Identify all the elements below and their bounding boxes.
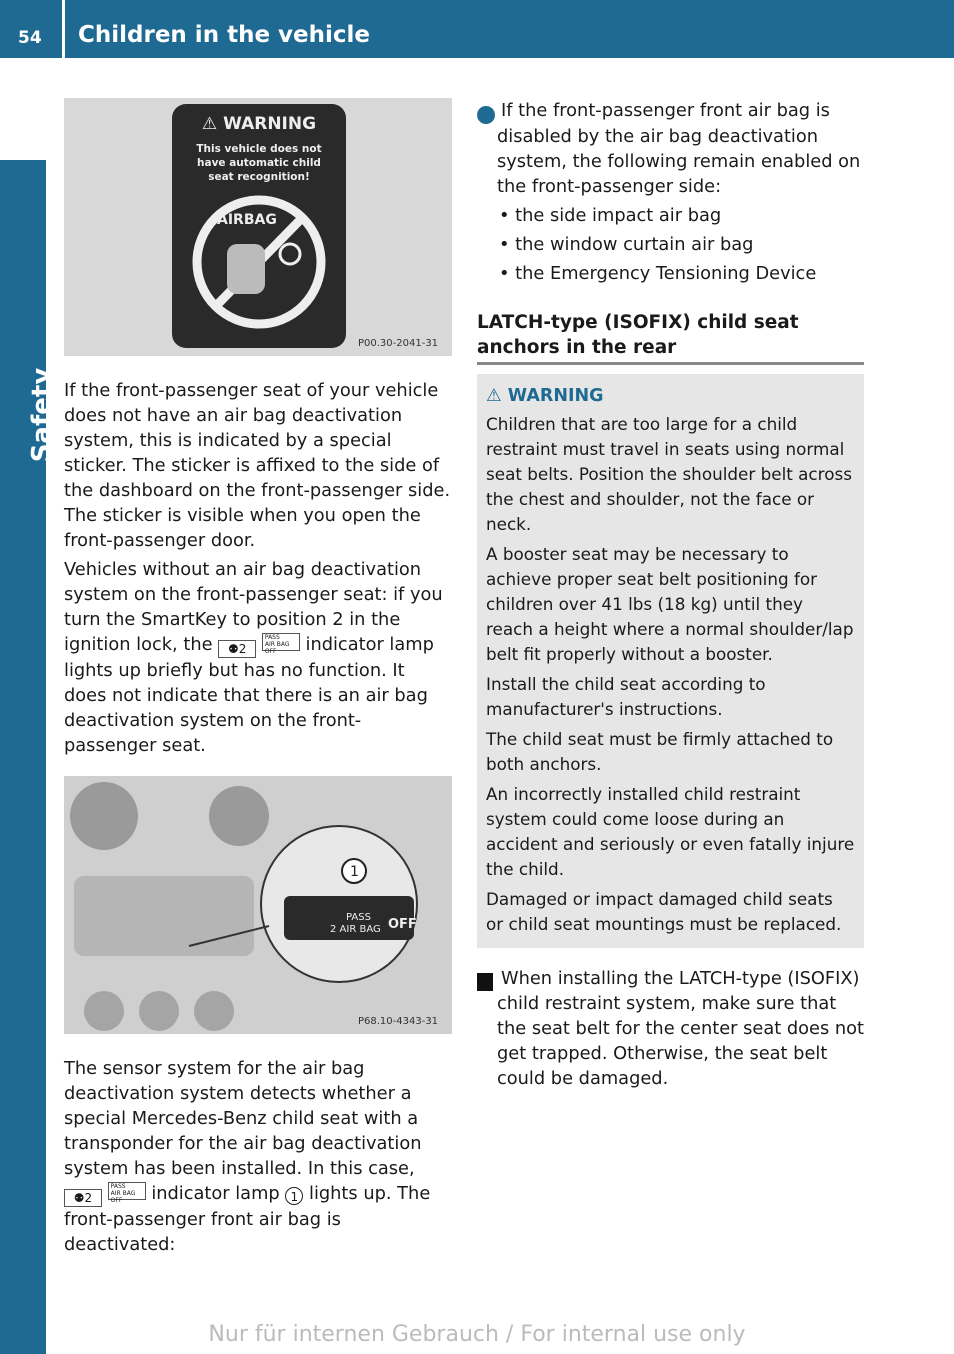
warning-box bbox=[477, 374, 864, 948]
dashboard-figure bbox=[64, 776, 452, 1034]
warning-paragraph: Install the child seat according to manufacturer's instructions. bbox=[486, 674, 766, 719]
header-divider bbox=[62, 0, 65, 58]
sticker-airbag-word: AIRBAG bbox=[217, 212, 277, 228]
warning-sticker-figure bbox=[64, 98, 452, 356]
pass-airbag-off-icon: PASS AIR BAG OFF bbox=[262, 633, 300, 651]
warning-paragraph: An incorrectly installed child restraint system could come loose during an accident and seriously or even fatally injure the child. bbox=[486, 784, 855, 879]
pass-airbag-off-icon: PASS AIR BAG OFF bbox=[108, 1182, 146, 1200]
page-header bbox=[0, 0, 954, 58]
right-column bbox=[471, 98, 865, 1095]
warning-sticker bbox=[172, 104, 346, 348]
lamp-pass-text: PASS bbox=[346, 912, 371, 923]
footer-watermark: Nur für internen Gebrauch / For internal use only bbox=[208, 1322, 746, 1347]
seat-occupancy-icon: ⚉2 bbox=[64, 1189, 102, 1207]
figure-code: P68.10-4343-31 bbox=[358, 1016, 439, 1027]
dashboard-illustration bbox=[64, 776, 452, 1034]
warning-heading: ⚠ WARNING bbox=[486, 386, 604, 406]
seat-occupancy-icon: ⚉2 bbox=[218, 640, 256, 658]
callout-1-icon: 1 bbox=[285, 1187, 303, 1205]
caution-icon: ! bbox=[477, 973, 493, 991]
section-heading: LATCH-type (ISOFIX) child seat anchors in the rear bbox=[477, 310, 864, 365]
list-item: • the Emergency Tensioning Device bbox=[499, 263, 817, 284]
figure-code: P00.30-2041-31 bbox=[358, 338, 439, 349]
warning-paragraph: A booster seat may be necessary to achieve proper seat belt positioning for children over 41 lbs (18 kg) until they reach a height where a normal shoulder/lap belt fit properly without a booster. bbox=[486, 544, 854, 664]
sticker-text: This vehicle does not have automatic child seat recognition! bbox=[196, 143, 322, 183]
info-icon: i bbox=[477, 106, 495, 124]
warning-paragraph: The child seat must be firmly attached to both anchors. bbox=[486, 729, 834, 774]
section-tab-label: Safety bbox=[27, 367, 57, 463]
section-side-tab[interactable] bbox=[0, 160, 57, 1354]
info-note: i If the front-passenger front air bag is disabled by the air bag deactivation system, the following remain enabled on the front-passenger side: bbox=[473, 100, 861, 197]
list-item: • the side impact air bag bbox=[499, 205, 722, 226]
warning-triangle-icon: ⚠ bbox=[486, 386, 502, 406]
lamp-off-text: OFF bbox=[388, 917, 417, 932]
list-item: • the window curtain air bag bbox=[499, 234, 754, 255]
paragraph: If the front-passenger seat of your vehicle does not have an air bag deactivation system, this is indicated by a special sticker. The sticker is affixed to the side of the dashboard on the front-passenger side. The sticker is visible when you open the front-passenger door. bbox=[64, 380, 451, 551]
caution-note: ! When installing the LATCH-type (ISOFIX) child restraint system, make sure that the seat belt for the center seat does not get trapped. Otherwise, the seat belt could be damaged. bbox=[471, 968, 865, 1089]
left-column bbox=[64, 98, 452, 1261]
warning-paragraph: Children that are too large for a child restraint must travel in seats using normal seat belts. Position the shoulder belt across the chest and shoulder, not the face or neck. bbox=[486, 414, 852, 534]
callout-number: 1 bbox=[350, 864, 359, 880]
page-title: Children in the vehicle bbox=[78, 22, 371, 48]
paragraph: The sensor system for the air bag deactivation system detects whether a special Mercedes-Benz child seat with a transponder for the air bag deactivation system has been installed. In this case, ⚉2 PASS AIR BAG OFF indicator lamp 1 lights up. The front-passenger front air bag is deactivated: bbox=[64, 1058, 431, 1255]
sticker-heading: ⚠ WARNING bbox=[201, 114, 317, 134]
page-number: 54 bbox=[18, 28, 42, 48]
lamp-airbag-text: 2 AIR BAG bbox=[330, 924, 381, 935]
no-child-seat-icon bbox=[172, 184, 346, 334]
paragraph: Vehicles without an air bag deactivation system on the front-passenger seat: if you turn the SmartKey to position 2 in the ignition lock, the ⚉2 PASS AIR BAG OFF indicator lamp lights up briefly but has no function. It does not indicate that there is an air bag deactivation system on the front-passenger seat. bbox=[64, 559, 443, 756]
warning-paragraph: Damaged or impact damaged child seats or child seat mountings must be replaced. bbox=[486, 889, 842, 934]
